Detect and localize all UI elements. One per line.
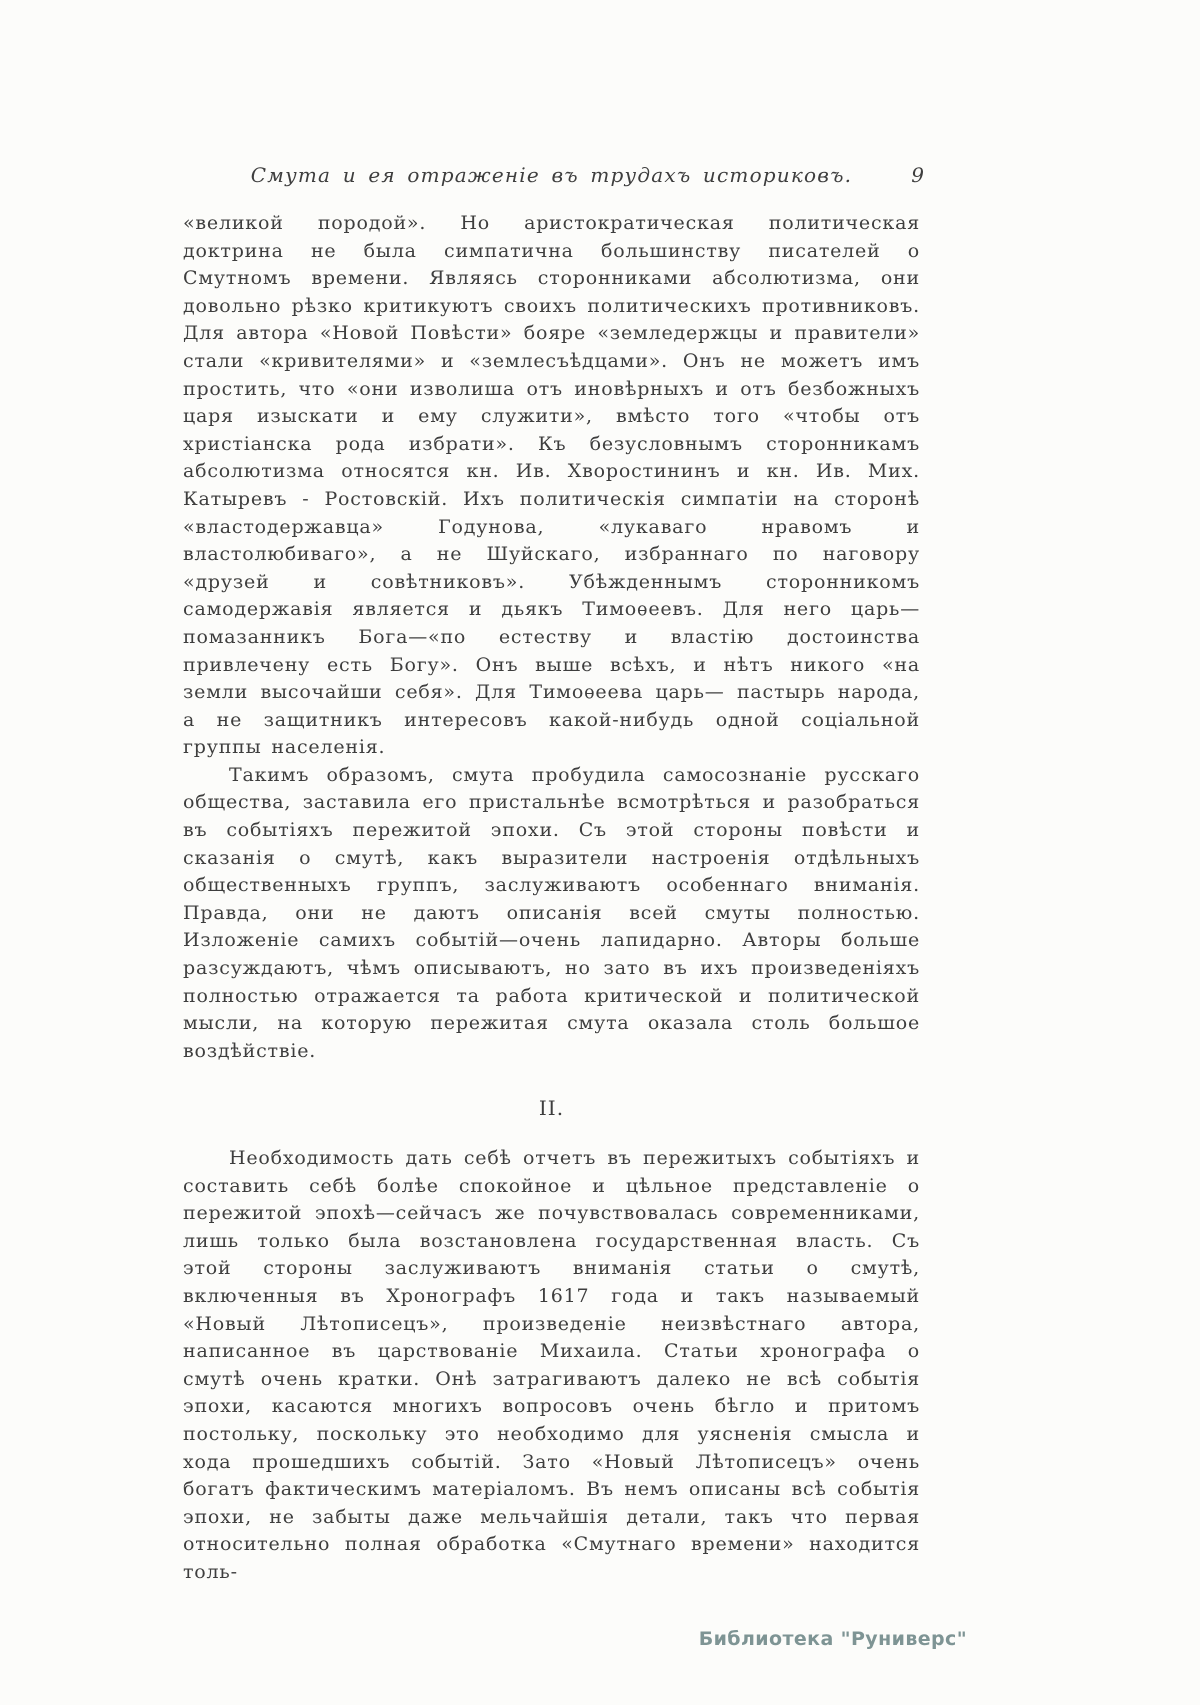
- paragraph-continued: «великой породой». Но аристократическая политическая доктрина не была симпатична большинству писателей о Смутномъ времени. Являясь сторонниками абсолютизма, они довольно рѣзко критикуютъ своихъ политическихъ противниковъ. Для автора «Новой Повѣсти» бояре «земледержцы и правители» стали «кривителями» и «землесъѣдцами». Онъ не можетъ имъ простить, что «они изволиша отъ иновѣрныхъ и отъ безбожныхъ царя изыскати и ему служити», вмѣсто того «чтобы отъ христіанска рода избрати». Къ безусловнымъ сторонникамъ абсолютизма относятся кн. Ив. Хворостининъ и кн. Ив. Мих. Катыревъ - Ростовскій. Ихъ политическія симпатіи на сторонѣ «властодержавца» Годунова, «лукаваго нравомъ и властолюбиваго», а не Шуйскаго, избраннаго по наговору «друзей и совѣтниковъ». Убѣжденнымъ сторонникомъ самодержавія является и дьякъ Тимоѳеевъ. Для него царь—помазанникъ Бога—«по естеству и властію достоинства привлечену есть Богу». Онъ выше всѣхъ, и нѣтъ никого «на земли высочайши себя». Для Тимоѳеева царь— пастырь народа, а не защитникъ интересовъ какой-нибудь одной соціальной группы населенія.: [183, 212, 920, 759]
- running-title: Смута и ея отраженіе въ трудахъ историковъ.: [250, 163, 853, 187]
- page-number: 9: [911, 163, 924, 187]
- paragraph: Такимъ образомъ, смута пробудила самосознаніе русскаго общества, заставила его пристальнѣе всмотрѣться и разобраться въ событіяхъ пережитой эпохи. Съ этой стороны повѣсти и сказанія о смутѣ, какъ выразители настроенія отдѣльныхъ общественныхъ группъ, заслуживаютъ особеннаго вниманія. Правда, они не даютъ описанія всей смуты полностью. Изложеніе самихъ событій—очень лапидарно. Авторы больше разсуждаютъ, чѣмъ описываютъ, но зато въ ихъ произведеніяхъ полностью отражается та работа критической и политической мысли, на которую пережитая смута оказала столь большое воздѣйствіе.: [183, 763, 920, 1062]
- page-header: [183, 163, 924, 187]
- section-heading: II.: [538, 1096, 565, 1121]
- library-watermark: Библиотека "Руниверс": [698, 1628, 967, 1650]
- paragraph: Необходимость дать себѣ отчетъ въ пережитыхъ событіяхъ и составить себѣ болѣе спокойное и цѣльное представленіе о пережитой эпохѣ—сейчасъ же почувствовалась современниками, лишь только была возстановлена государственная власть. Съ этой стороны заслуживаютъ вниманія статьи о смутѣ, включенныя въ Хронографъ 1617 года и такъ называемый «Новый Лѣтописецъ», произведеніе неизвѣстнаго автора, написанное въ царствованіе Михаила. Статьи хронографа о смутѣ очень кратки. Онѣ затрагиваютъ далеко не всѣ событія эпохи, касаются многихъ вопросовъ очень бѣгло и притомъ постольку, поскольку это необходимо для уясненія смысла и хода прошедшихъ событій. Зато «Новый Лѣтописецъ» очень богатъ фактическимъ матеріаломъ. Въ немъ описаны всѣ событія эпохи, не забыты даже мельчайшія детали, такъ что первая относительно полная обработка «Смутнаго времени» находится толь-: [183, 1147, 920, 1583]
- text-block: [183, 210, 920, 1587]
